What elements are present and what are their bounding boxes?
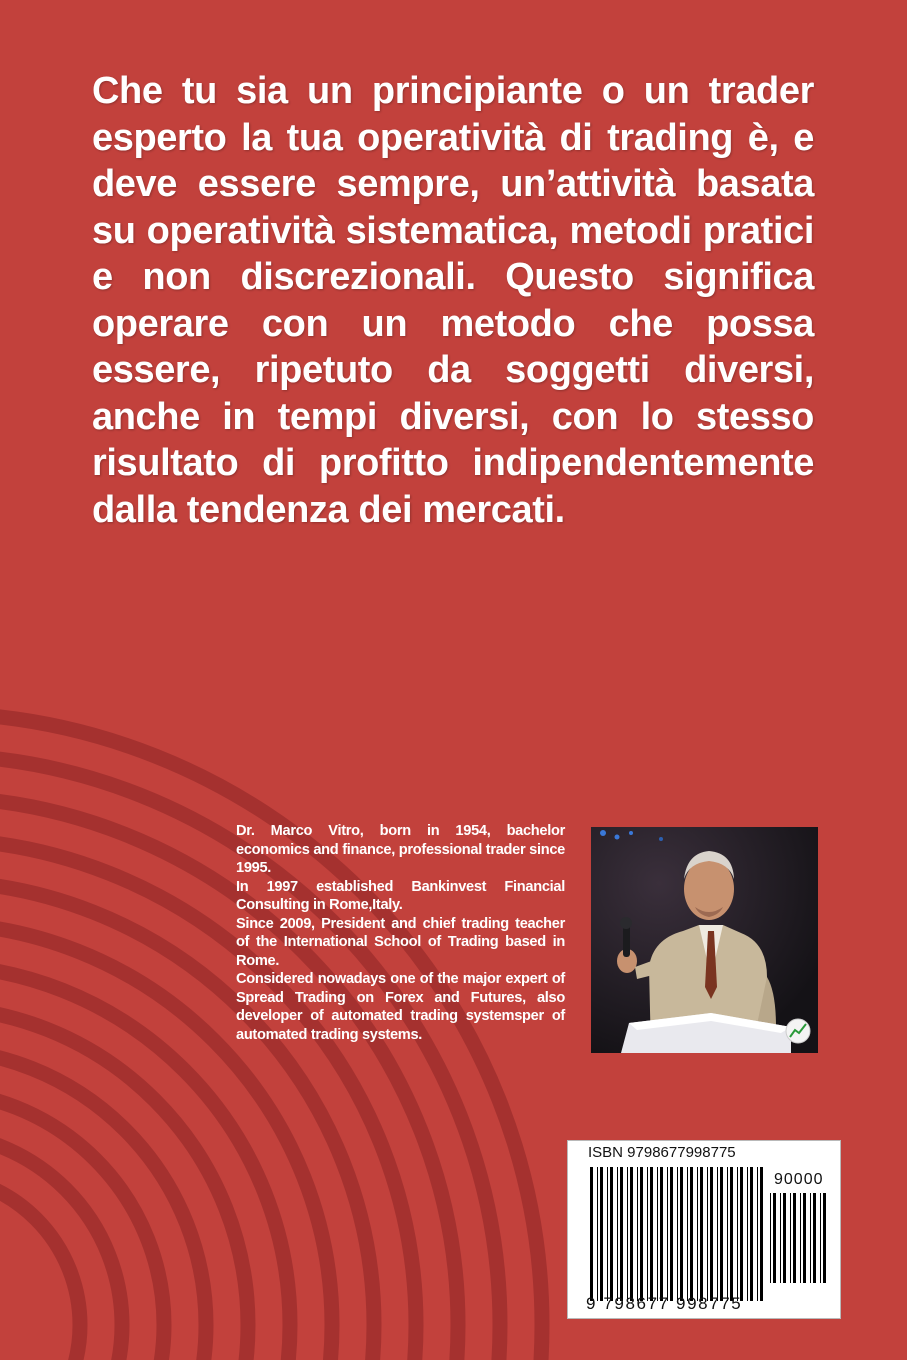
barcode-bar (607, 1167, 608, 1301)
author-bio (236, 822, 565, 1044)
barcode-bar (620, 1167, 623, 1301)
barcode-bar (660, 1167, 663, 1301)
barcode-bar (707, 1167, 708, 1301)
barcode-bar (617, 1167, 618, 1301)
isbn-barcode-box (567, 1140, 841, 1319)
back-cover-blurb: Che tu sia un principiante o un trader esperto la tua operatività di trading è, e deve essere sempre, un’attività basata su operatività sistematica, metodi pratici e non discrezionali. Questo significa operare con un metodo che possa essere, ripetuto da soggetti diversi, anche in tempi diversi, con lo stesso risultato di profitto indipendentemente dalla tendenza dei mercati. (92, 70, 814, 531)
barcode-bar (747, 1167, 748, 1301)
barcode-bar (720, 1167, 723, 1301)
barcode-bar (630, 1167, 633, 1301)
barcode-bar (737, 1167, 738, 1301)
barcode-bar (793, 1193, 796, 1283)
barcode-bar (627, 1167, 628, 1301)
barcode-bar (680, 1167, 683, 1301)
barcode-bar (700, 1167, 703, 1301)
barcode-bar (770, 1193, 771, 1283)
barcode-bar (670, 1167, 673, 1301)
barcode-bar (610, 1167, 613, 1301)
barcode-bar (783, 1193, 786, 1283)
author-bio-line: Since 2009, President and chief trading teacher of the International School of Trading based in Rome. (236, 915, 565, 969)
barcode-bar (687, 1167, 688, 1301)
barcode-bar (780, 1193, 781, 1283)
author-bio-line: In 1997 established Bankinvest Financial Consulting in Rome,Italy. (236, 878, 565, 913)
barcode-bar (773, 1193, 776, 1283)
barcode-bar (697, 1167, 698, 1301)
barcode-bar (657, 1167, 658, 1301)
barcode-bar (760, 1167, 763, 1301)
barcode-bar (640, 1167, 643, 1301)
author-bio-line: Dr. Marco Vitro, born in 1954, bachelor economics and finance, professional trader since 1995. (236, 823, 565, 876)
barcode-bar (717, 1167, 718, 1301)
barcode-bar (637, 1167, 638, 1301)
barcode-bar (813, 1193, 816, 1283)
barcode-bar (727, 1167, 728, 1301)
barcode-bar (677, 1167, 678, 1301)
barcode-bar (590, 1167, 593, 1301)
barcode-bar (750, 1167, 753, 1301)
barcode-bar (650, 1167, 653, 1301)
barcode-bar (790, 1193, 791, 1283)
barcode-bars (568, 1141, 840, 1318)
barcode-bar (597, 1167, 598, 1301)
barcode-bar (757, 1167, 758, 1301)
arc-1 (0, 1175, 80, 1360)
barcode-bar (647, 1167, 648, 1301)
barcode-bar (730, 1167, 733, 1301)
barcode-bar (600, 1167, 603, 1301)
price-code: 90000 (774, 1171, 824, 1188)
author-bio-line: Considered nowadays one of the major expert of Spread Trading on Forex and Futures, also developer of automated trading systemsper of automated trading systems. (236, 971, 565, 1043)
barcode-bar (710, 1167, 713, 1301)
barcode-bar (740, 1167, 743, 1301)
barcode-bar (823, 1193, 826, 1283)
barcode-bar (810, 1193, 811, 1283)
barcode-bar (690, 1167, 693, 1301)
barcode-bar (803, 1193, 806, 1283)
barcode-bar (667, 1167, 668, 1301)
author-photo (591, 827, 818, 1053)
barcode-bar (820, 1193, 821, 1283)
isbn-label: ISBN 9798677998775 (588, 1144, 736, 1161)
barcode-bar (800, 1193, 801, 1283)
barcode-number: 9 798677 998775 (586, 1294, 743, 1313)
